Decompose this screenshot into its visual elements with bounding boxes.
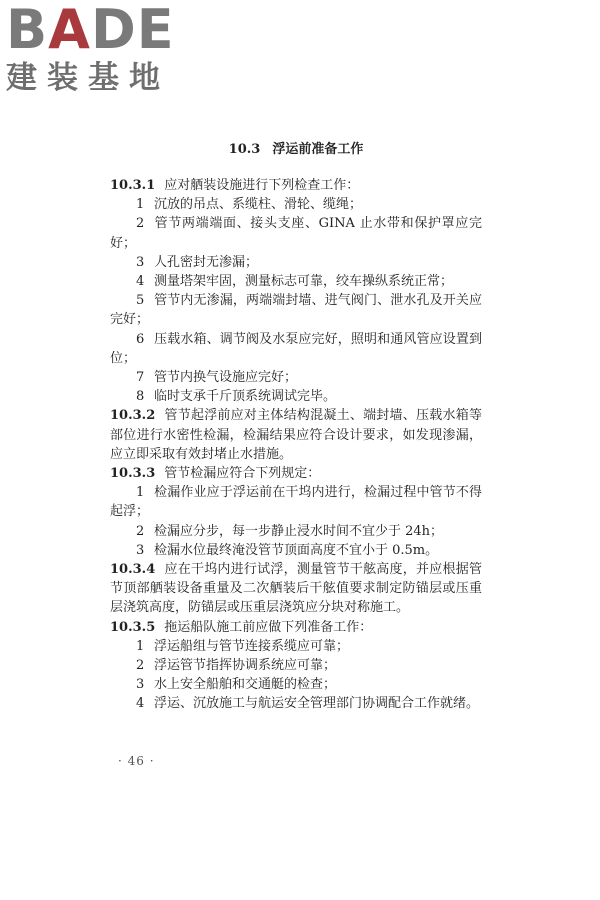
clause-10-3-2: 10.3.2 管节起浮前应对主体结构混凝土、端封墙、压载水箱等部位进行水密性检漏，检漏结果应符合设计要求，如发现渗漏，应立即采取有效封堵止水措施。 [110,408,482,462]
list-item: 1 沉放的吊点、系缆柱、滑轮、缆绳； [136,197,363,213]
list-item: 3 水上安全船舶和交通艇的检查； [136,677,337,693]
clause-10-3-5: 10.3.5 拖运船队施工前应做下列准备工作： [110,619,373,635]
list-item: 3 检漏水位最终淹没管节顶面高度不宜小于 0.5m。 [136,542,439,558]
list-item: 2 浮运管节指挥协调系统应可靠； [136,658,337,674]
clause-10-3-3: 10.3.3 管节检漏应符合下列规定： [110,466,321,482]
list-item: 2 管节两端端面、接头支座、GINA 止水带和保护罩应完好； [110,216,482,251]
logo-wordmark: BADE [6,0,175,61]
list-item: 8 临时支承千斤顶系统调试完毕。 [136,389,337,405]
section-title: 10.3 浮运前准备工作 [228,142,364,157]
bade-logo [6,2,186,102]
clause-10-3-4: 10.3.4 应在干坞内进行试浮，测量管节干舷高度，并应根据管节顶部舾装设备重量及二次舾装后干舷值要求制定防锚层或压重层浇筑高度，防锚层或压重层浇筑应分块对称施工。 [110,562,482,616]
list-item: 2 检漏应分步，每一步静止浸水时间不宜少于 24h； [136,523,444,539]
page-number: · 46 · [118,754,155,768]
list-item: 5 管节内无渗漏，两端端封墙、进气阀门、泄水孔及开关应完好； [110,293,482,328]
clause-10-3-1: 10.3.1 应对舾装设施进行下列检查工作： [110,178,360,193]
list-item: 3 人孔密封无渗漏； [136,254,259,270]
list-item: 7 管节内换气设施应完好； [136,370,298,386]
list-item: 6 压载水箱、调节阀及水泵应完好，照明和通风管应设置到位； [110,331,482,366]
logo-subtitle: 建装基地 [6,60,170,96]
list-item: 1 检漏作业应于浮运前在干坞内进行，检漏过程中管节不得起浮； [110,485,482,520]
document-body [110,140,482,714]
list-item: 1 浮运船组与管节连接系缆应可靠； [136,638,350,654]
list-item: 4 浮运、沉放施工与航运安全管理部门协调配合工作就绪。 [136,696,480,712]
list-item: 4 测量塔架牢固，测量标志可靠，绞车操纵系统正常； [136,274,454,290]
